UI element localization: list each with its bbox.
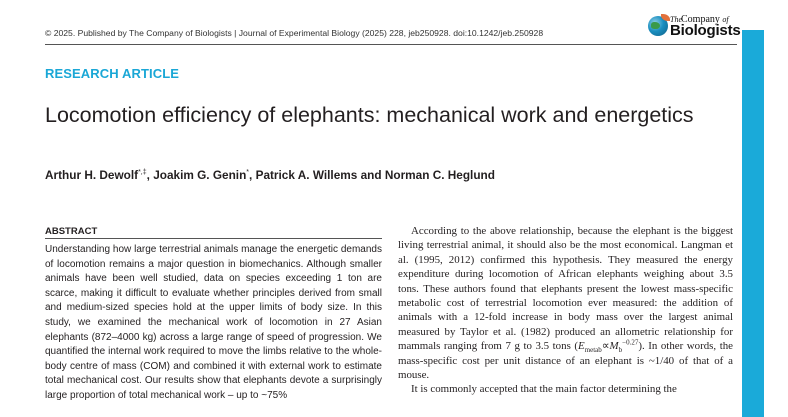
logo-company: Company of: [681, 14, 729, 25]
author-list: Arthur H. Dewolf*,‡, Joakim G. Genin*, Patrick A. Willems and Norman C. Heglund: [45, 168, 495, 182]
journal-citation-line: © 2025. Published by The Company of Biologists | Journal of Experimental Biology (2025) 228, jeb250928. doi:10.1242/jeb.250928: [45, 28, 544, 38]
header-divider: [45, 44, 737, 45]
article-type-label: RESEARCH ARTICLE: [45, 66, 180, 81]
article-title: Locomotion efficiency of elephants: mechanical work and energetics: [45, 103, 694, 127]
abstract-heading: ABSTRACT: [45, 226, 98, 237]
logo-biologists: Biologists: [670, 22, 741, 39]
author-affiliation-marks: *,‡: [138, 169, 147, 177]
abstract-text: Understanding how large terrestrial animals manage the energetic demands of locomotion remains a major question in biomechanics. Although smaller animals have been well studied, data on species exceeding 1 ton are scarce, making it difficult to evaluate whether principles derived from small and medium-sized species hold at the upper limits of body size. In this study, we examined the mechanical work of locomotion in 27 Asian elephants (872–4000 kg) across a large range of speed of progression. We quantified the internal work required to move the limbs relative to the whole-body centre of mass (COM) and combined it with external work to estimate total mechanical cost. Our results show that elephants devote a surprisingly large proportion of total mechanical work – up to ~75%: [45, 244, 382, 401]
abstract-divider: [45, 238, 382, 239]
logo-the: The: [670, 15, 682, 24]
formula: $E_{metab}\propto M_b^{-0.27}$: [578, 338, 639, 355]
company-of-biologists-logo[interactable]: [648, 14, 741, 42]
body-paragraph: According to the above relationship, because the elephant is the biggest living terrestrial animal, it should also be the most economical. Langman et al. (1995, 2012) confirmed this hypothesis. They measured the energy expenditure during locomotion of African elephants weighing about 3.5 tons. These authors found that elephants present the lowest mass-specific metabolic cost of terrestrial locomotion ever measured: the addition of animals with a 12-fold increase in body mass over the largest animal measured by Taylor et al. (1982) produced an allometric relationship for mammals ranging from 7 g to 3.5 tons $(E_{metab}\propto M_b^{-0.27})$. In other words, the mass-specific cost per unit distance of an elephant is ~1/40 of that of a mouse.: [398, 225, 733, 382]
author-affiliation-marks: *: [246, 169, 250, 177]
body-paragraph: It is commonly accepted that the main factor determining the: [411, 383, 677, 396]
journal-side-bar: [742, 30, 764, 417]
body-column: [398, 224, 733, 397]
author-name[interactable]: Patrick A. Willems and Norman C. Heglund: [255, 168, 495, 182]
author-name[interactable]: Joakim G. Genin: [153, 168, 247, 182]
author-name[interactable]: Arthur H. Dewolf: [45, 168, 139, 182]
